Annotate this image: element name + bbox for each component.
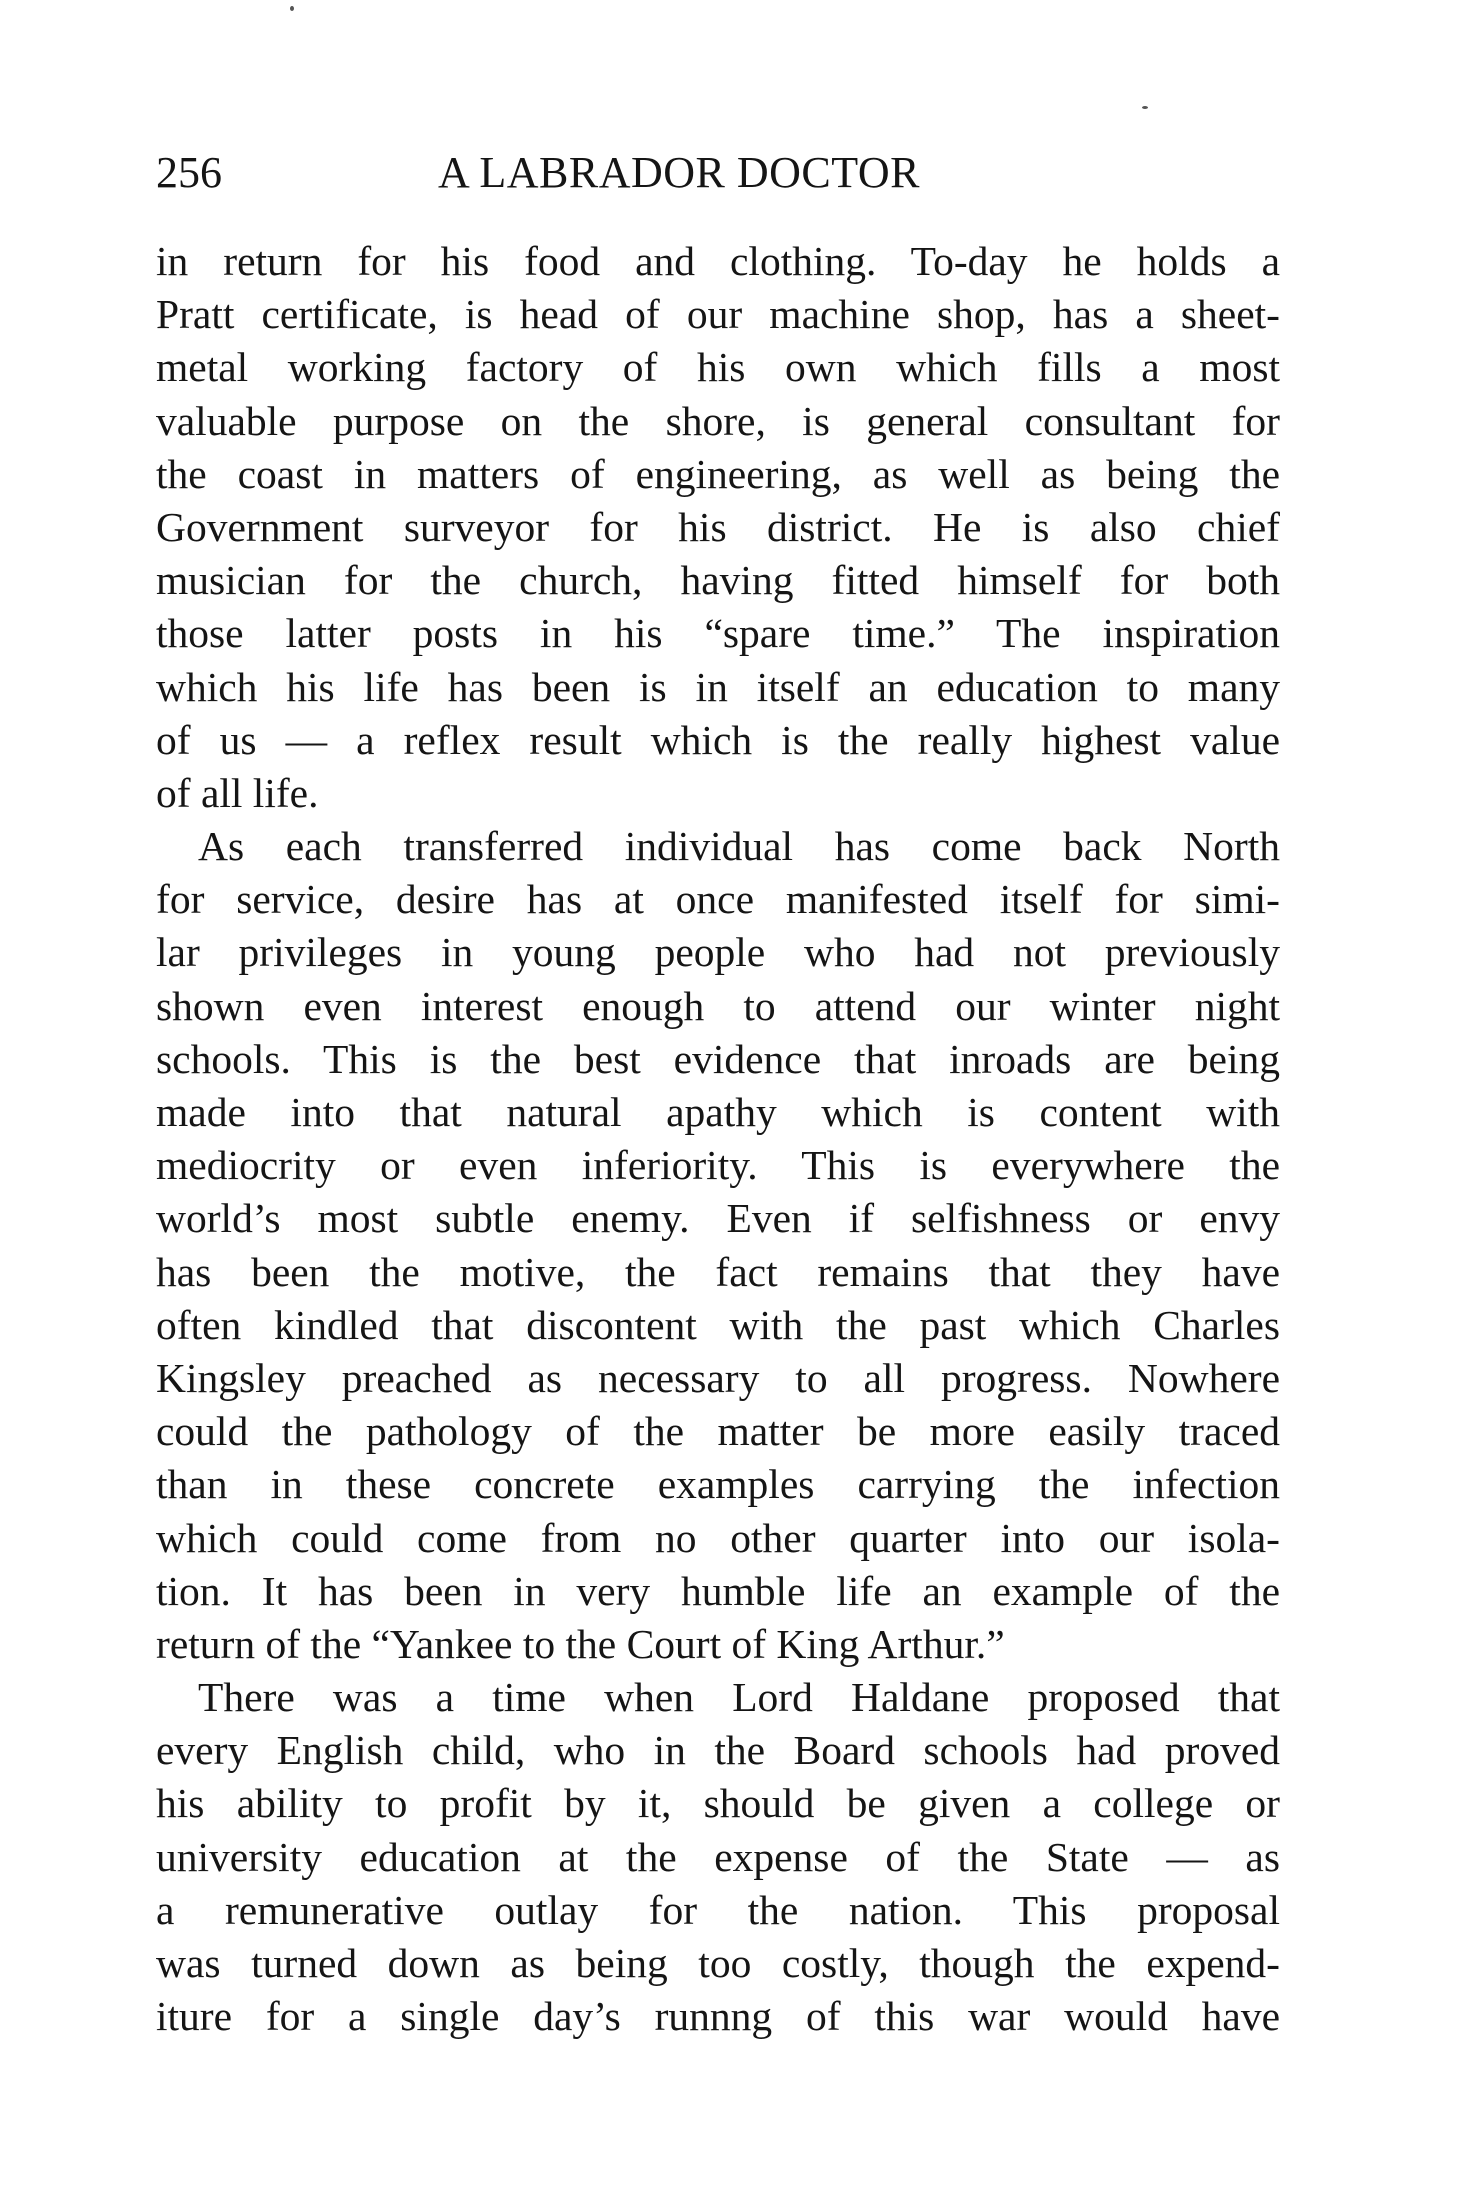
page-number: 256: [156, 148, 222, 197]
page-header: [156, 148, 1280, 198]
print-speck: [1142, 106, 1148, 109]
paragraph-start-line: There was a time when Lord Haldane proposed that: [198, 1674, 1280, 1721]
text-line: was turned down as being too costly, though the expend-: [156, 1940, 1280, 1986]
text-line: could the pathology of the matter be more easily traced: [156, 1408, 1280, 1455]
text-line: metal working factory of his own which fills a most: [156, 344, 1280, 391]
text-line: made into that natural apathy which is content with: [156, 1089, 1280, 1135]
text-line: of us — a reflex result which is the really highest value: [156, 716, 1280, 763]
text-line: a remunerative outlay for the nation. This proposal: [156, 1886, 1280, 1933]
text-line: every English child, who in the Board schools had proved: [156, 1727, 1280, 1774]
text-line: university education at the expense of the State — as: [156, 1833, 1280, 1880]
print-speck: [290, 6, 294, 11]
text-line: lar privileges in young people who had not previously: [156, 929, 1280, 976]
text-line: schools. This is the best evidence that inroads are being: [156, 1035, 1280, 1082]
text-line: Pratt certificate, is head of our machine shop, has a sheet-: [156, 291, 1280, 338]
text-line: Government surveyor for his district. He is also chief: [156, 503, 1280, 550]
paragraph-end-line: return of the “Yankee to the Court of King Arthur.”: [156, 1620, 1005, 1667]
text-line: world’s most subtle enemy. Even if selfishness or envy: [156, 1195, 1280, 1242]
text-line: tion. It has been in very humble life an example of the: [156, 1567, 1280, 1614]
text-line: Kingsley preached as necessary to all progress. Nowhere: [156, 1354, 1280, 1401]
text-line: his ability to profit by it, should be given a college or: [156, 1780, 1280, 1827]
text-line: mediocrity or even inferiority. This is everywhere the: [156, 1142, 1280, 1189]
paragraph-start-line: As each transferred individual has come back North: [198, 823, 1280, 870]
text-line: for service, desire has at once manifested itself for simi-: [156, 876, 1280, 923]
text-line: shown even interest enough to attend our winter night: [156, 982, 1280, 1029]
body-text: [156, 235, 1280, 2043]
text-line: musician for the church, having fitted himself for both: [156, 557, 1280, 604]
text-line: in return for his food and clothing. To-day he holds a: [156, 238, 1280, 284]
paragraph-end-line: of all life.: [156, 769, 319, 816]
text-line: the coast in matters of engineering, as well as being the: [156, 450, 1280, 497]
text-line: which his life has been is in itself an education to many: [156, 663, 1280, 710]
text-line: which could come from no other quarter into our isola-: [156, 1514, 1280, 1561]
running-title: A LABRADOR DOCTOR: [438, 148, 920, 197]
text-line: iture for a single day’s runnng of this war would have: [156, 1993, 1280, 2040]
text-line: has been the motive, the fact remains that they have: [156, 1248, 1280, 1295]
text-line: those latter posts in his “spare time.” The inspiration: [156, 610, 1280, 657]
text-line: than in these concrete examples carrying the infection: [156, 1461, 1280, 1508]
text-line: often kindled that discontent with the past which Charles: [156, 1301, 1280, 1348]
text-line: valuable purpose on the shore, is general consultant for: [156, 397, 1280, 444]
